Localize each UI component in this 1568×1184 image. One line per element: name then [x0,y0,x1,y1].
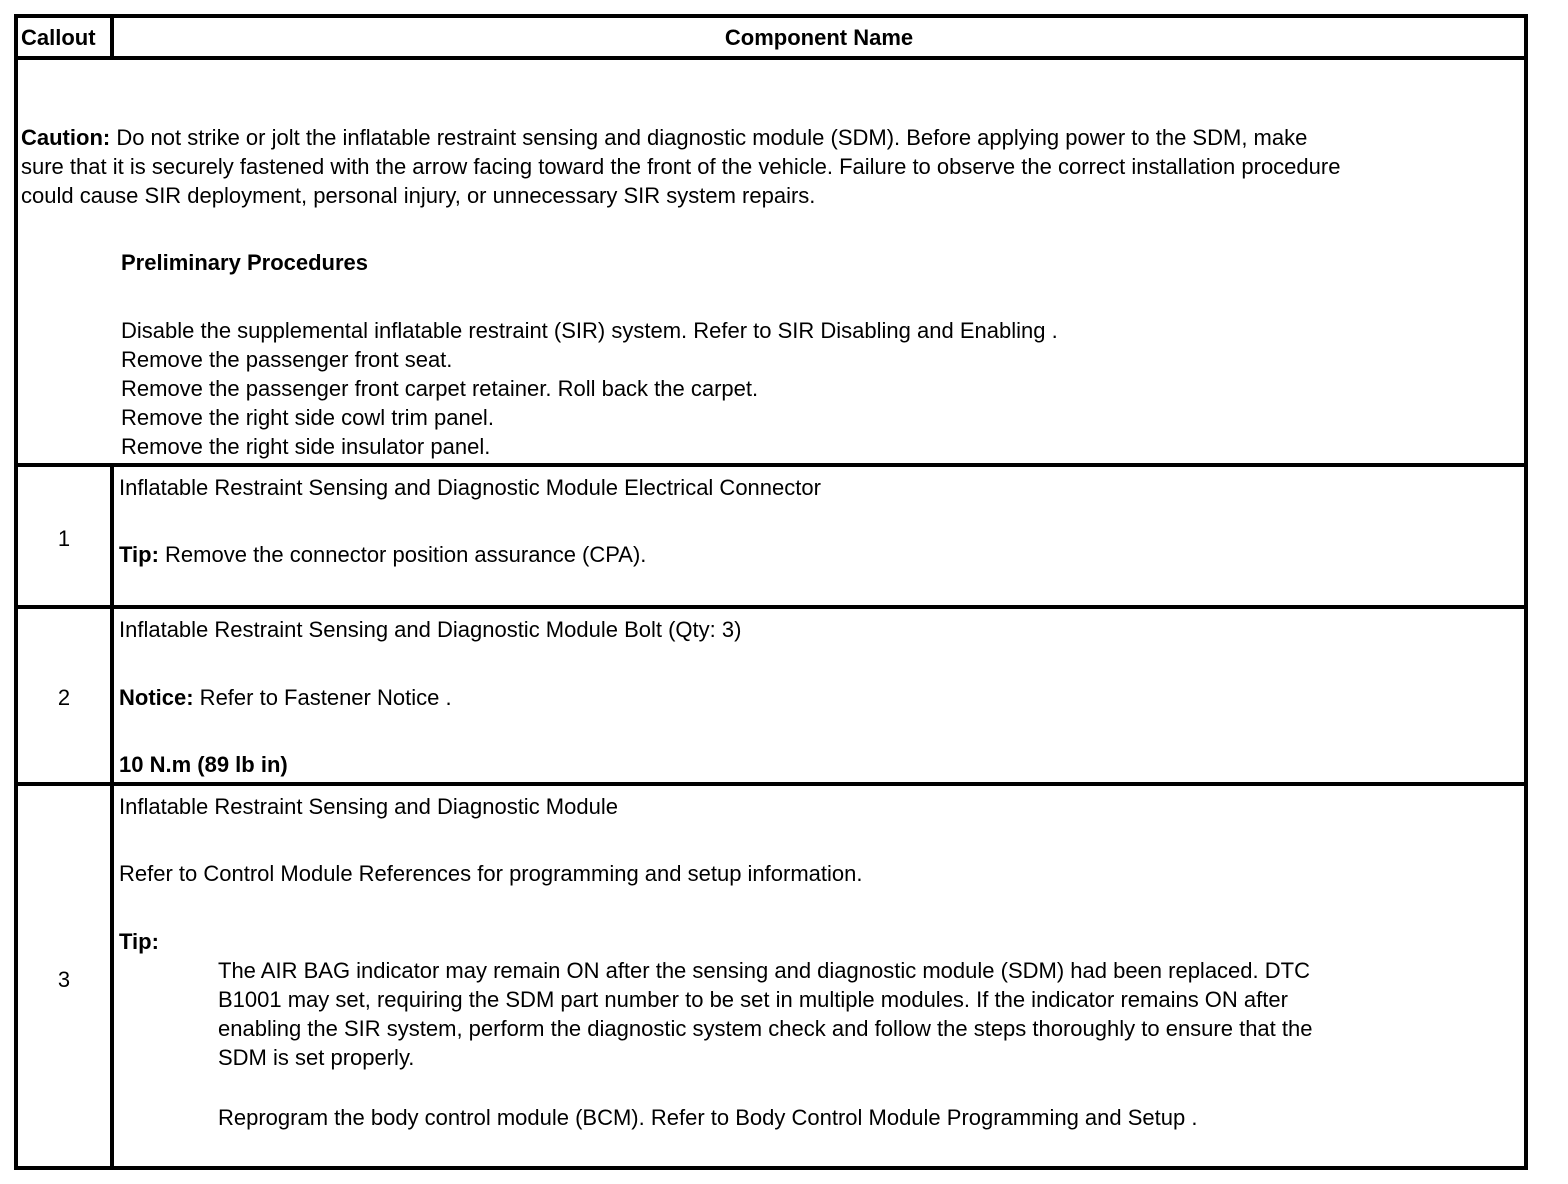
caution-block [21,123,1340,210]
notice-text: Refer to Fastener Notice . [193,685,452,710]
preliminary-step: Remove the right side cowl trim panel. [121,405,494,430]
tip-label-row-3: Tip: [119,929,159,954]
tip-paragraph-row-3 [218,956,1312,1072]
bcm-reprogram-note: Reprogram the body control module (BCM). Refer to Body Control Module Programming and Setup . [218,1105,1198,1130]
preliminary-step: Disable the supplemental inflatable restraint (SIR) system. Refer to SIR Disabling and Enabling . [121,318,1058,343]
component-name-1: Inflatable Restraint Sensing and Diagnostic Module Electrical Connector [119,475,821,500]
callout-number-1: 1 [57,526,71,551]
callout-number-3: 3 [57,967,71,992]
row-divider-2 [18,605,1524,609]
component-name-2: Inflatable Restraint Sensing and Diagnostic Module Bolt (Qty: 3) [119,617,742,642]
row-divider-1 [18,463,1524,467]
preliminary-step: Remove the right side insulator panel. [121,434,491,459]
caution-text-1: Do not strike or jolt the inflatable restraint sensing and diagnostic module (SDM). Before applying power to the SDM, make [110,125,1308,150]
tip-line: enabling the SIR system, perform the diagnostic system check and follow the steps thoroughly to ensure that the [218,1016,1313,1041]
caution-text-2: sure that it is securely fastened with the arrow facing toward the front of the vehicle. Failure to observe the correct installation procedure [21,154,1341,179]
tip-row-1 [119,540,646,569]
caution-text-3: could cause SIR deployment, personal injury, or unnecessary SIR system repairs. [21,183,816,208]
control-module-reference: Refer to Control Module References for programming and setup information. [119,861,863,886]
torque-spec: 10 N.m (89 lb in) [119,752,288,777]
column-divider-rows [110,463,114,1170]
preliminary-step: Remove the passenger front seat. [121,347,453,372]
tip-label: Tip: [119,542,159,567]
caution-label: Caution: [21,125,111,150]
preliminary-procedures-title: Preliminary Procedures [121,250,369,275]
preliminary-steps-list [121,316,1058,461]
header-callout: Callout [21,25,96,50]
header-component-name: Component Name [724,25,914,50]
tip-line: B1001 may set, requiring the SDM part number to be set in multiple modules. If the indicator remains ON after [218,987,1288,1012]
row-divider-3 [18,782,1524,786]
callout-table [14,14,1528,1170]
notice-label: Notice: [119,685,194,710]
component-name-3: Inflatable Restraint Sensing and Diagnostic Module [119,794,618,819]
preliminary-step: Remove the passenger front carpet retainer. Roll back the carpet. [121,376,759,401]
tip-text: Remove the connector position assurance (CPA). [158,542,647,567]
tip-line: SDM is set properly. [218,1045,415,1070]
header-divider [18,56,1524,60]
tip-line: The AIR BAG indicator may remain ON after the sensing and diagnostic module (SDM) had been replaced. DTC [218,958,1310,983]
notice-row-2 [119,683,452,712]
callout-number-2: 2 [57,685,71,710]
